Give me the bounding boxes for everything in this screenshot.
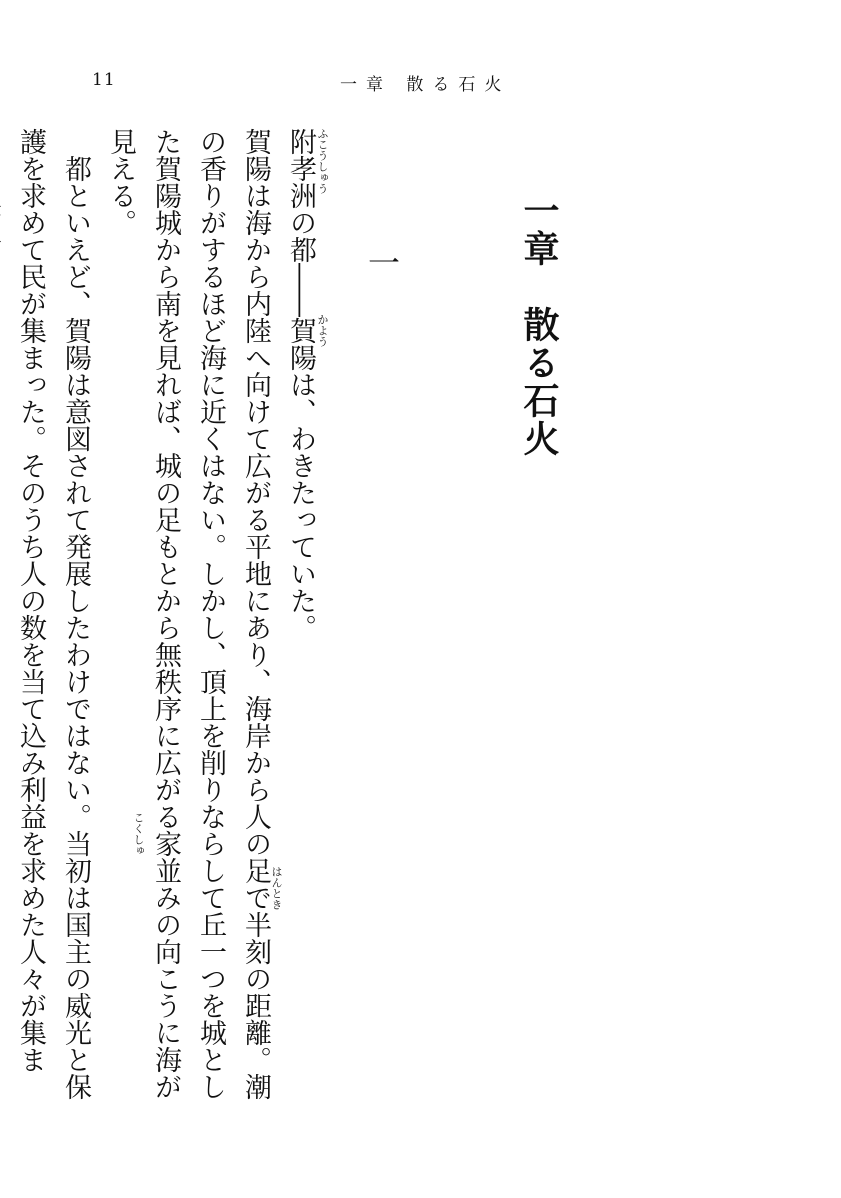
ruby-kokushu: こくしゅ: [132, 812, 145, 856]
page-number: 11: [92, 70, 116, 90]
section-number: 一: [363, 246, 401, 278]
chapter-title: 一章 散る石火: [518, 192, 560, 458]
paragraph: 賀陽は海から内陸へ向けて広がる平地にあり、海岸から人の足で半刻の距離。潮の香りがするほど海に近くはない。しかし、頂上を削りならして丘一つを城とした賀陽城から南を見れば、城の足もとから無秩序に広がる家並みの向こうに海が見える。: [105, 128, 271, 1100]
opening-line: 附孝洲の都――賀陽は、わきたっていた。: [285, 128, 316, 641]
body-text: [15, 128, 278, 1113]
running-title: 一章 散る石火: [340, 75, 511, 95]
ruby-fukoushuu: ふこうしゅう: [316, 128, 329, 194]
ruby-kayou: かよう: [316, 314, 329, 347]
paragraph: 都といえど、賀陽は意図されて発展したわけではない。当初は国主の威光と保護を求めて民が集まった。そのうち人の数を当て込み利益を求めた人々が集ま: [15, 128, 91, 1100]
ruby-hantoki: はんとき: [270, 866, 283, 910]
